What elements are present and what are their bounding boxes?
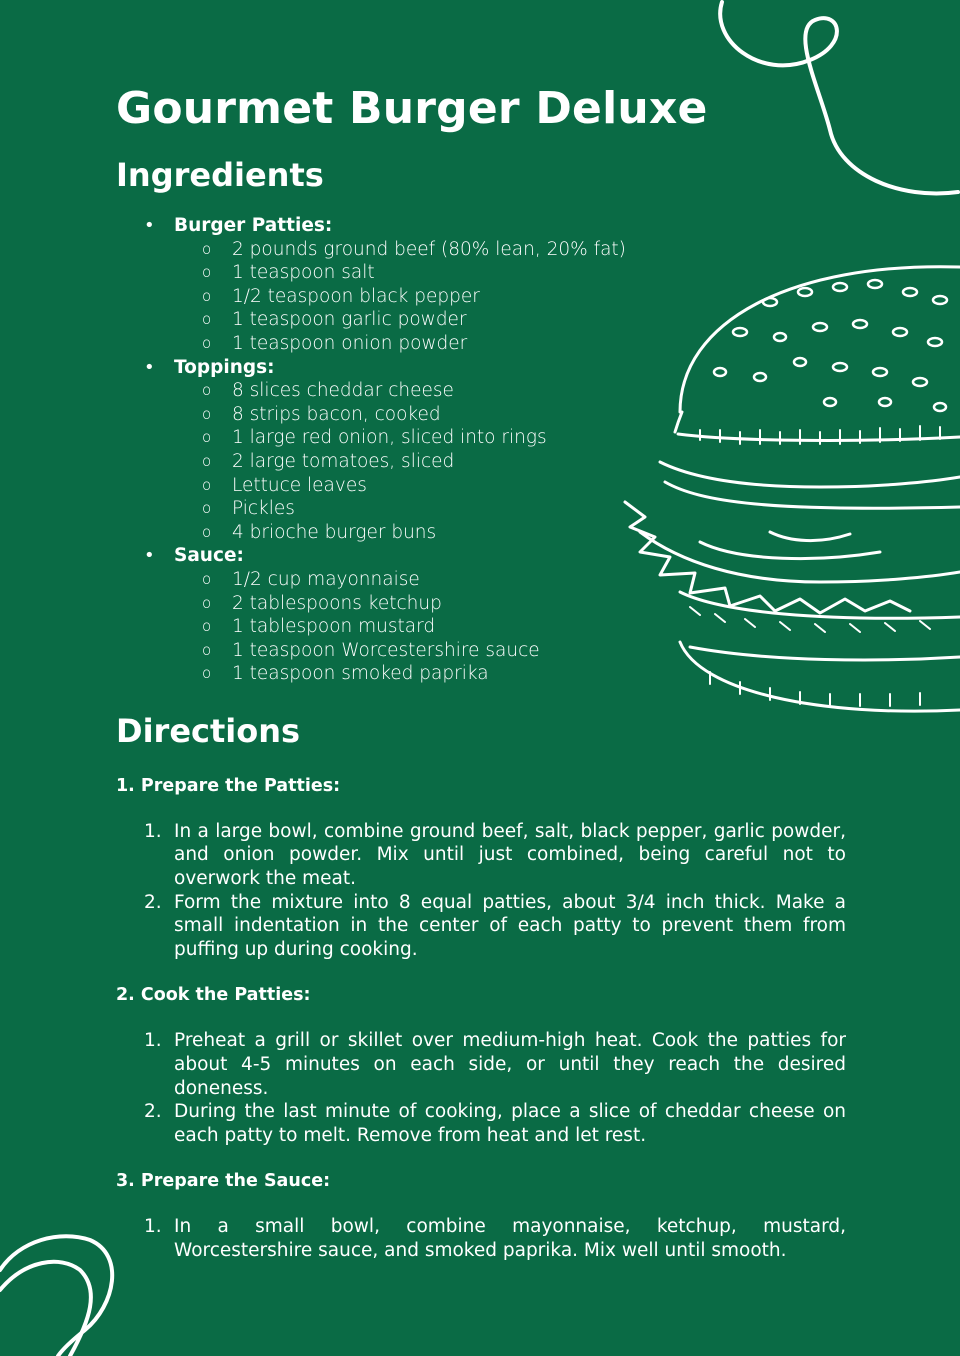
recipe-content <box>116 80 846 1263</box>
ingredient-group-name: • Toppings: <box>174 356 275 378</box>
ingredient-group-name: • Burger Patties: <box>174 215 333 236</box>
ingredient-item: o Lettuce leaves <box>174 474 846 498</box>
ingredient-item: o 4 brioche burger buns <box>174 521 846 545</box>
ingredients-list <box>116 214 846 686</box>
step-instructions <box>116 820 846 962</box>
ingredient-items <box>174 568 846 686</box>
step-title: 1. Prepare the Patties: <box>116 775 341 796</box>
instruction-text: In a small bowl, combine mayonnaise, ketchup, mustard, Worcestershire sauce, and smoked paprika. Mix well until smooth. <box>174 1216 846 1261</box>
instruction-item <box>116 891 846 962</box>
ingredient-group <box>116 214 846 356</box>
ingredient-items <box>174 238 846 356</box>
direction-step <box>116 983 846 1147</box>
ingredient-item: o 1 teaspoon salt <box>174 261 846 285</box>
step-instructions <box>116 1215 846 1262</box>
instruction-item <box>116 1215 846 1262</box>
ingredient-item: o Pickles <box>174 497 846 521</box>
instruction-number: 1. <box>144 1030 162 1052</box>
step-title: 3. Prepare the Sauce: <box>116 1171 331 1192</box>
ingredient-item: o 2 large tomatoes, sliced <box>174 450 846 474</box>
instruction-number: 1. <box>144 820 162 842</box>
ingredients-heading: Ingredients <box>116 156 324 194</box>
instruction-item <box>116 1029 846 1100</box>
page-title: Gourmet Burger Deluxe <box>116 83 708 134</box>
ingredient-item: o 1 teaspoon Worcestershire sauce <box>174 639 846 663</box>
ingredient-item: o 1/2 teaspoon black pepper <box>174 285 846 309</box>
ingredient-group <box>116 356 846 545</box>
ingredient-item: o 1 teaspoon garlic powder <box>174 308 846 332</box>
ingredient-item: o 1/2 cup mayonnaise <box>174 568 846 592</box>
ingredient-item: o 8 strips bacon, cooked <box>174 403 846 427</box>
instruction-number: 2. <box>144 1101 162 1123</box>
ingredient-group <box>116 544 846 686</box>
ingredient-item: o 1 teaspoon smoked paprika <box>174 662 846 686</box>
ingredient-item: o 2 pounds ground beef (80% lean, 20% fat) <box>174 238 846 262</box>
ingredient-item: o 1 teaspoon onion powder <box>174 332 846 356</box>
step-title: 2. Cook the Patties: <box>116 985 311 1006</box>
instruction-item <box>116 1100 846 1147</box>
direction-step <box>116 774 846 962</box>
directions-steps <box>116 774 846 1263</box>
bottom-swirl-decoration <box>0 1210 130 1356</box>
ingredient-item: o 2 tablespoons ketchup <box>174 592 846 616</box>
instruction-text: Preheat a grill or skillet over medium-high heat. Cook the patties for about 4-5 minutes on each side, or until they reach the desired doneness. <box>174 1030 846 1099</box>
instruction-number: 2. <box>144 891 162 913</box>
ingredient-item: o 1 tablespoon mustard <box>174 615 846 639</box>
instruction-text: Form the mixture into 8 equal patties, about 3/4 inch thick. Make a small indentation in the center of each patty to prevent them from puffing up during cooking. <box>174 891 846 960</box>
ingredient-item: o 1 large red onion, sliced into rings <box>174 426 846 450</box>
step-instructions <box>116 1029 846 1147</box>
directions-heading: Directions <box>116 711 301 750</box>
instruction-number: 1. <box>144 1216 162 1238</box>
direction-step <box>116 1169 846 1262</box>
ingredient-item: o 8 slices cheddar cheese <box>174 379 846 403</box>
ingredient-items <box>174 379 846 544</box>
ingredient-group-name: • Sauce: <box>174 545 244 567</box>
instruction-item <box>116 820 846 891</box>
instruction-text: During the last minute of cooking, place a slice of cheddar cheese on each patty to melt. Remove from heat and let rest. <box>174 1101 846 1146</box>
instruction-text: In a large bowl, combine ground beef, salt, black pepper, garlic powder, and onion powder. Mix until just combined, being careful not to overwork the meat. <box>174 820 846 890</box>
